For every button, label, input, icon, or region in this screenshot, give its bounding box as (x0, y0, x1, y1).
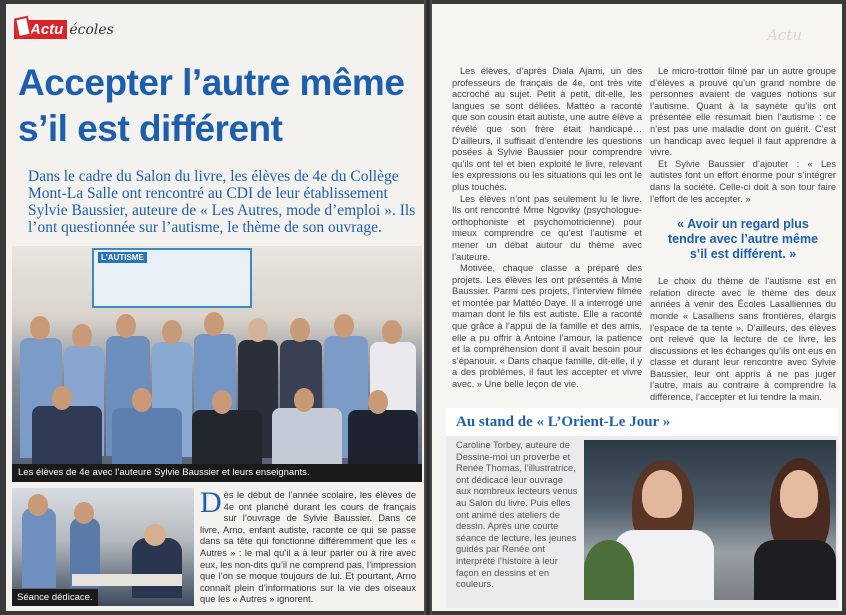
chapo: Dans le cadre du Salon du livre, les élèves de 4e du Collège Mont-La Salle ont rencontré au CDI de leur établissement Sylvie Baussier, auteure de « Les Autres, mode d’emploi ». Ils l’ont questionnée sur l’autisme, le thème de son ouvrage. (28, 168, 416, 236)
signing-caption: Séance dédicace. (12, 589, 98, 606)
stand-photo (584, 440, 836, 600)
paragraph: Les élèves n’ont pas seulement lu le livre. Ils ont rencontré Mme Ngoviky (psychologue-orthophoniste et psychomotricienne) pour mieux comprendre ce qu’est l’autisme et mener un débat autour du thème avec l’auteure. (452, 193, 642, 262)
left-page (6, 4, 424, 611)
crowd-illustration (12, 296, 422, 466)
stand-title: Au stand de « L’Orient-Le Jour » (446, 408, 838, 436)
student-head (74, 502, 94, 524)
badge-main: Actu (14, 20, 67, 39)
intro-text: ès le début de l’année scolaire, les élèves de 4e ont planché durant les cours de français sur l’ouvrage de Sylvie Baussier. Dans ce livre, Arno, enfant autiste, raconte ce qui se passe dans sa tête qui fonctionne différemment que les « Autres » : le mal qu’il a à leur parler ou à rire avec eux, les non-dits qu’il ne comprend pas, l’impression que l’on se moque toujours de lui. Et pourtant, Arno connaît plein d’informations sur la vie des oiseaux que les « Autres » ignorent. (200, 490, 416, 605)
right-page (432, 4, 842, 611)
illustrator-face (780, 470, 818, 518)
paragraph: Motivée, chaque classe a préparé des projets. Les élèves les ont présentés à Mme Baussier. Parmi ces projets, l’interview filmée et montée par Mattéo Daye. Il a interrogé une maman dont le fils est autiste. Elle a raconté que grâce à l’appui de la famille et des amis, elle a pu offrir à Antoine l’amour, la patience et la compréhension dont il avait besoin pour s’épanouir. « Dans chaque famille, dit-elle, il y a des problèmes, il faut les accepter et vivre avec. » Une belle leçon de vie. (452, 263, 642, 390)
student-head (28, 494, 48, 516)
group-photo-caption: Les élèves de 4e avec l’auteure Sylvie Baussier et leurs enseignants. (12, 464, 422, 482)
page-gutter (424, 0, 432, 615)
paragraph: Le micro-trottoir filmé par un autre groupe d’élèves a prouvé qu’un grand nombre de personnes avaient de vagues notions sur l’autisme. Quant à la saynète qu’ils ont présentée elle résumait bien l’autisme : ce n’est pas une maladie dont on guérit. C’est un handicap avec lequel il faut apprendre à vivre. (650, 66, 836, 158)
student-figure (22, 508, 56, 588)
faint-section-logo: Actu (767, 26, 802, 44)
illustrator-top (754, 540, 836, 600)
paragraph: Et Sylvie Baussier d’ajouter : « Les autistes font un effort énorme pour s’intégrer dans la société. Celle-ci doit à son tour faire l’effort de les accepter. » (650, 158, 836, 204)
stand-box (446, 408, 838, 608)
plant (584, 540, 634, 600)
stand-text: Caroline Torbey, auteure de Dessine-moi un proverbe et Renée Thomas, l’illustratrice, ont dédicacé leur ouvrage aux nombreux lecteurs venus au Salon du livre. Puis elles ont animé des ateliers de dessin. Après une courte séance de lecture, les jeunes guidés par Renée ont interprété l’histoire à leur façon en dessins et en couleurs. (456, 440, 578, 590)
signing-table (72, 574, 182, 586)
signing-photo (12, 488, 194, 606)
poster-title: L'AUTISME (98, 252, 147, 263)
text-column-2 (650, 66, 836, 404)
drop-cap: D (200, 486, 222, 519)
headline: Accepter l’autre même s’il est différent (18, 62, 405, 149)
author-face (642, 470, 682, 518)
pull-quote: « Avoir un regard plus tendre avec l’autre même s’il est différent. » (667, 217, 819, 262)
author-head (144, 524, 166, 546)
section-badge (14, 20, 114, 39)
badge-sub: écoles (69, 21, 114, 38)
author-figure (132, 538, 182, 598)
paragraph: Les élèves, d’après Diala Ajami, un des professeurs de français de 4e, ont très vite accroché au sujet. Petit à petit, dit-elle, les langues se sont déliées. Mattéo a raconté que son cousin était autiste, une autre élève a révélé que son frère était handicapé… D’ailleurs, il suffisait d’entendre les questions posées à Sylvie Baussier pour comprendre qu’ils ont tel et bien exploité le livre, relevant les expressions ou les situations qui les ont le plus touchés. (452, 66, 642, 192)
text-column-1 (452, 66, 642, 391)
group-photo (12, 246, 422, 482)
intro-paragraph (200, 486, 416, 606)
paragraph: Le choix du thème de l’autisme est en relation directe avec le thème des deux années à venir des Écoles Lasalliennes du monde « Lasalliens sans frontières, élargis l’espace de ta tente ». D’ailleurs, des élèves ont relevé que la lecture de ce livre, les discussions et les échanges qu’ils ont eus en classe et durant leur rencontre avec Sylvie Baussier, leur ont appris à ne pas juger l’autre, mais au contraire à comprendre la différence, l’accepter et lui tendre la main. (650, 276, 836, 403)
